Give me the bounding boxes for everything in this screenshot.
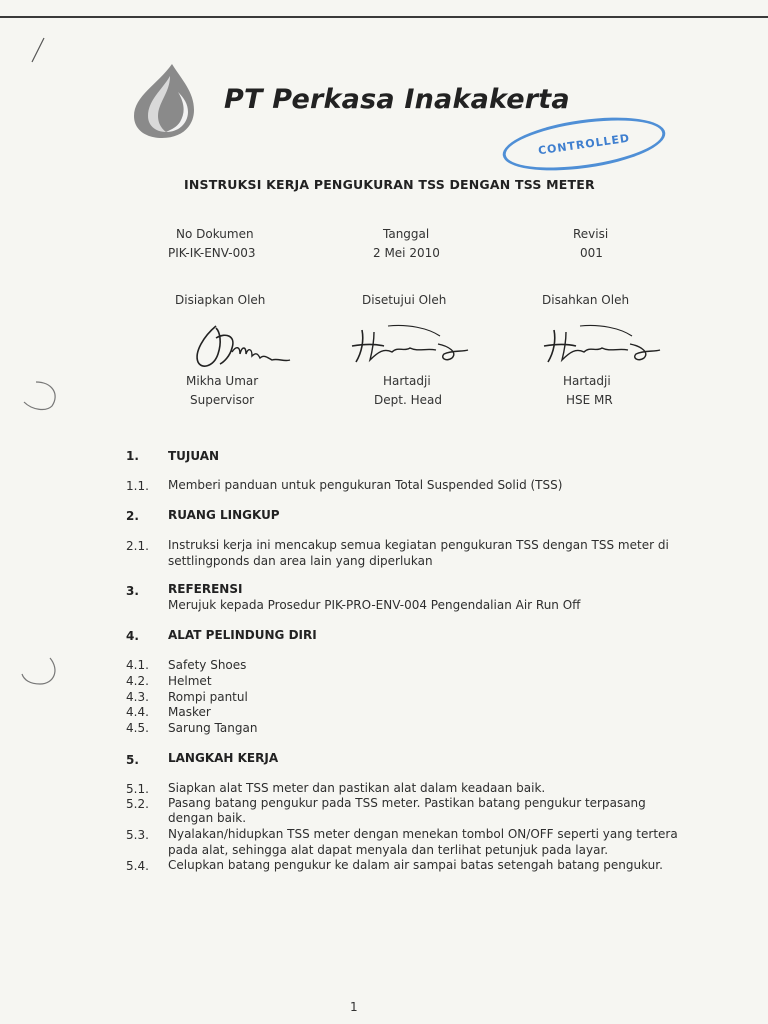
step-number: 5.2.	[126, 797, 149, 811]
prepared-by-label: Disiapkan Oleh	[175, 293, 266, 307]
section-title-tujuan: TUJUAN	[168, 449, 220, 463]
prepared-by-role: Supervisor	[190, 393, 255, 407]
prepared-by-name: Mikha Umar	[186, 374, 259, 388]
section-number: 5.	[126, 753, 139, 767]
top-border-line	[0, 16, 768, 18]
approved-by-name: Hartadji	[383, 374, 431, 388]
item-number: 4.1.	[126, 658, 149, 672]
section-number: 1.	[126, 449, 139, 463]
step-text: Pasang batang pengukur pada TSS meter. Pastikan batang pengukur terpasang	[168, 796, 646, 810]
approved-by-label: Disetujui Oleh	[362, 293, 447, 307]
item-text: Instruksi kerja ini mencakup semua kegiatan pengukuran TSS dengan TSS meter di	[168, 538, 669, 552]
company-logo-drop-icon	[128, 62, 208, 140]
signature-mikha-umar	[186, 318, 306, 374]
step-text: Siapkan alat TSS meter dan pastikan alat dalam keadaan baik.	[168, 781, 546, 795]
doc-number-label: No Dokumen	[176, 227, 254, 241]
document-title: INSTRUKSI KERJA PENGUKURAN TSS DENGAN TSS METER	[184, 177, 595, 192]
doc-number-value: PIK-IK-ENV-003	[168, 246, 256, 260]
item-number: 2.1.	[126, 539, 149, 553]
section-title-alat-pelindung-diri: ALAT PELINDUNG DIRI	[168, 628, 317, 642]
signature-hartadji-approved	[348, 322, 476, 366]
controlled-stamp: CONTROLLED	[499, 109, 668, 179]
section-title-langkah-kerja: LANGKAH KERJA	[168, 751, 279, 765]
step-text: Nyalakan/hidupkan TSS meter dengan menekan tombol ON/OFF seperti yang tertera	[168, 827, 678, 841]
list-item: Sarung Tangan	[168, 721, 258, 735]
item-number: 4.5.	[126, 721, 149, 735]
list-item: Masker	[168, 705, 211, 719]
hole-punch-mark-top	[16, 378, 64, 414]
item-number: 4.2.	[126, 674, 149, 688]
section-number: 3.	[126, 584, 139, 598]
item-text: settlingponds dan area lain yang diperlukan	[168, 554, 433, 568]
step-number: 5.3.	[126, 828, 149, 842]
revision-label: Revisi	[573, 227, 609, 241]
step-number: 5.1.	[126, 782, 149, 796]
hole-punch-mark-bottom	[16, 652, 64, 690]
margin-pen-stroke	[28, 36, 48, 66]
step-text: pada alat, sehingga alat dapat menyala dan terlihat petunjuk pada layar.	[168, 843, 609, 857]
item-text: Memberi panduan untuk pengukuran Total Suspended Solid (TSS)	[168, 478, 563, 492]
approved-by-role: Dept. Head	[374, 393, 442, 407]
signature-hartadji-ratified	[540, 322, 668, 366]
step-text: dengan baik.	[168, 811, 247, 825]
item-text: Merujuk kepada Prosedur PIK-PRO-ENV-004 Pengendalian Air Run Off	[168, 598, 581, 612]
list-item: Rompi pantul	[168, 690, 248, 704]
company-name: PT Perkasa Inakakerta	[224, 84, 570, 115]
list-item: Helmet	[168, 674, 212, 688]
ratified-by-label: Disahkan Oleh	[542, 293, 630, 307]
revision-value: 001	[580, 246, 603, 260]
list-item: Safety Shoes	[168, 658, 247, 672]
item-number: 4.4.	[126, 705, 149, 719]
item-number: 1.1.	[126, 479, 149, 493]
date-value: 2 Mei 2010	[373, 246, 440, 260]
item-number: 4.3.	[126, 690, 149, 704]
footer-page-mark: 1	[350, 1000, 358, 1014]
section-number: 4.	[126, 629, 139, 643]
section-title-ruang-lingkup: RUANG LINGKUP	[168, 508, 280, 522]
step-text: Celupkan batang pengukur ke dalam air sampai batas setengah batang pengukur.	[168, 858, 663, 872]
date-label: Tanggal	[383, 227, 430, 241]
section-title-referensi: REFERENSI	[168, 582, 243, 596]
ratified-by-name: Hartadji	[563, 374, 611, 388]
ratified-by-role: HSE MR	[566, 393, 613, 407]
section-number: 2.	[126, 509, 139, 523]
step-number: 5.4.	[126, 859, 149, 873]
